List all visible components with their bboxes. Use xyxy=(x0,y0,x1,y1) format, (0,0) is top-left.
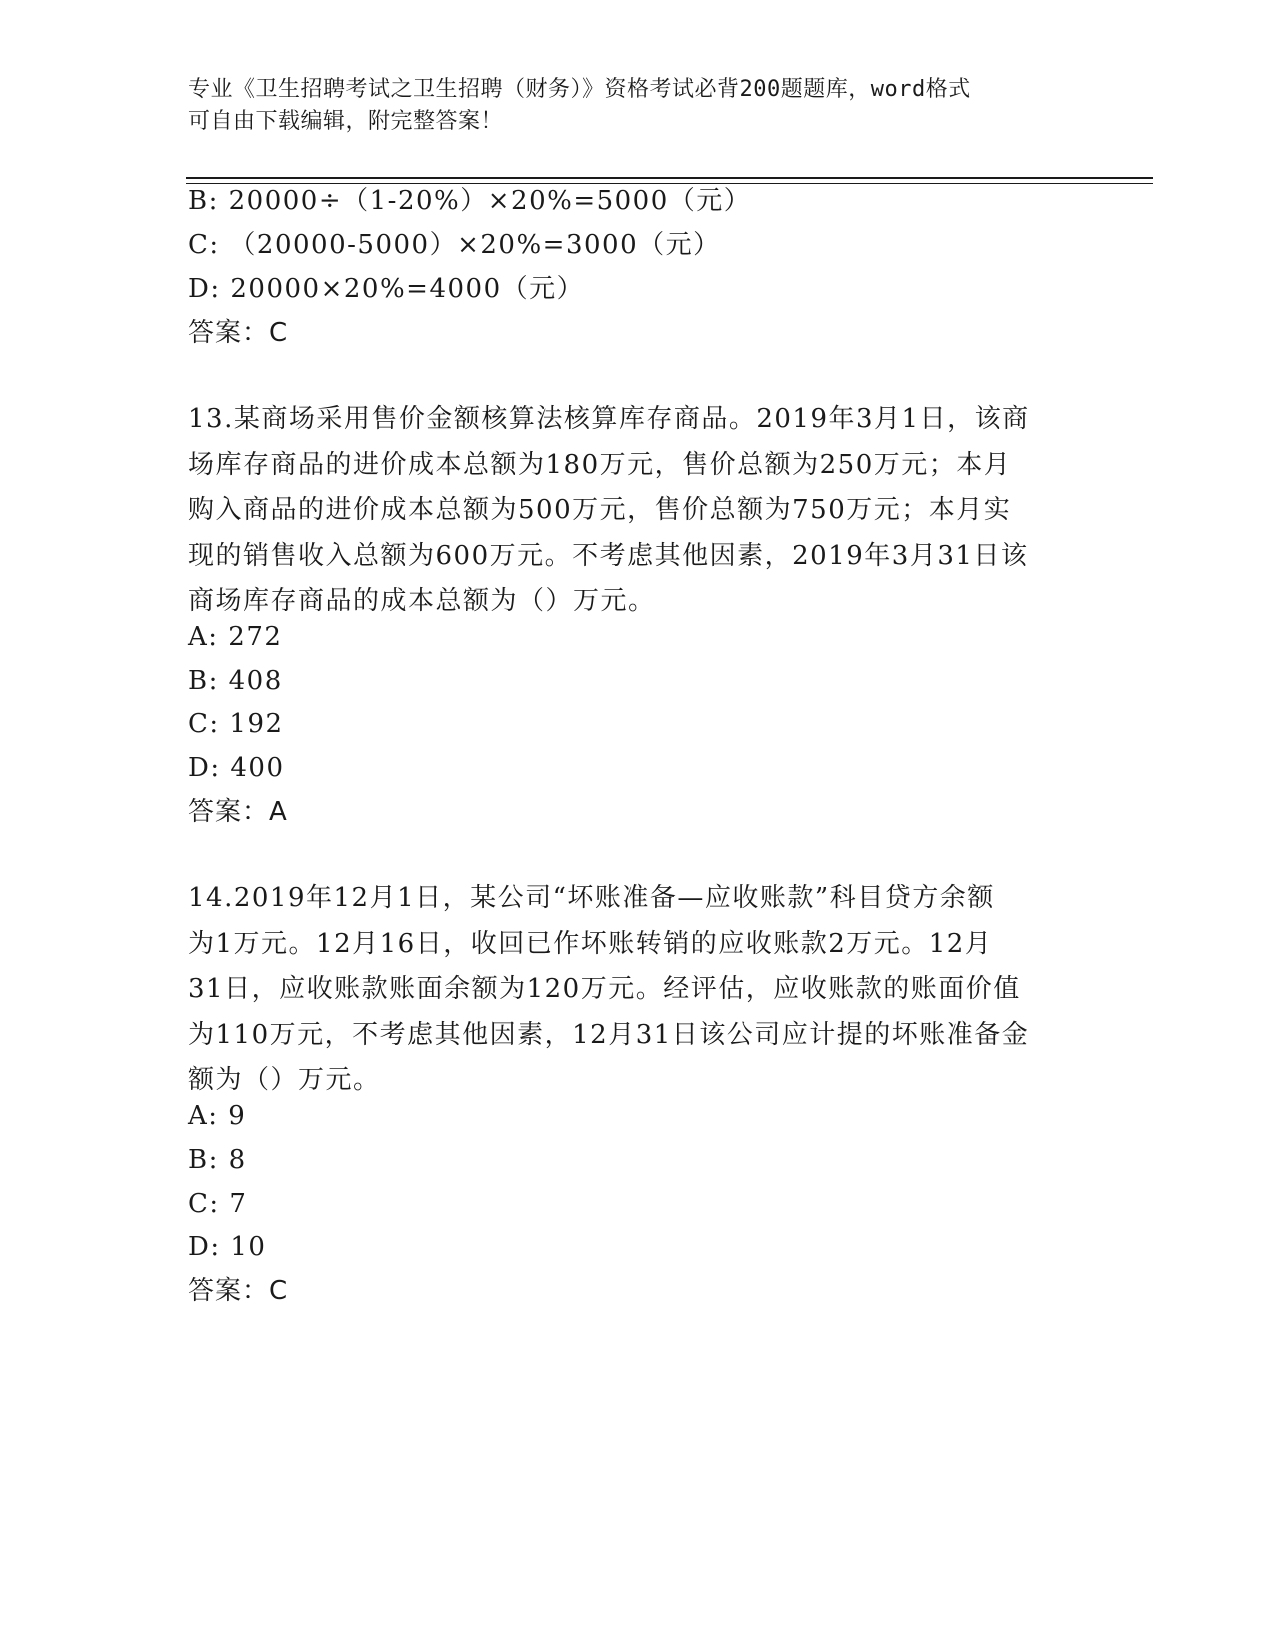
q14-stem-line: 为110万元，不考虑其他因素，12月31日该公司应计提的坏账准备金 xyxy=(188,1019,1030,1050)
header-title-line-1: 专业《卫生招聘考试之卫生招聘（财务）》资格考试必背200题题库，word格式 xyxy=(188,77,971,102)
q14-answer: 答案：C xyxy=(188,1276,289,1306)
q13-stem-line: 13.某商场采用售价金额核算法核算库存商品。2019年3月1日，该商 xyxy=(188,404,1030,434)
document-header xyxy=(188,74,1068,138)
q13-answer: 答案：A xyxy=(188,797,288,827)
q13-option-a: A: 272 xyxy=(188,622,283,652)
q13-stem-line: 场库存商品的进价成本总额为180万元，售价总额为250万元；本月 xyxy=(188,449,1012,480)
q14-stem xyxy=(188,876,1088,1104)
q14-stem-line: 为1万元。12月16日，收回已作坏账转销的应收账款2万元。12月 xyxy=(188,928,993,959)
q12-option-b: B: 20000÷（1-20%）×20%=5000（元） xyxy=(188,186,752,216)
q13-stem-line: 现的销售收入总额为600万元。不考虑其他因素，2019年3月31日该 xyxy=(188,540,1029,571)
q14-stem-line: 31日，应收账款账面余额为120万元。经评估，应收账款的账面价值 xyxy=(188,974,1021,1004)
q12-answer: 答案：C xyxy=(188,318,289,348)
q14-option-a: A: 9 xyxy=(188,1101,247,1131)
q12-option-c: C: （20000-5000）×20%=3000（元） xyxy=(188,230,721,260)
q13-stem-line: 商场库存商品的成本总额为（）万元。 xyxy=(188,586,656,616)
q13-option-c: C: 192 xyxy=(188,709,284,739)
q12-option-d: D: 20000×20%=4000（元） xyxy=(188,274,585,304)
q14-option-b: B: 8 xyxy=(188,1145,247,1175)
q14-stem-line: 额为（）万元。 xyxy=(188,1065,381,1095)
q13-stem xyxy=(188,397,1088,625)
q14-option-d: D: 10 xyxy=(188,1232,267,1262)
q13-stem-line: 购入商品的进价成本总额为500万元，售价总额为750万元；本月实 xyxy=(188,495,1012,525)
header-rule-thick xyxy=(186,177,1153,179)
header-title-line-2: 可自由下载编辑，附完整答案！ xyxy=(188,109,504,134)
q13-option-b: B: 408 xyxy=(188,666,283,696)
q14-stem-line: 14.2019年12月1日，某公司“坏账准备—应收账款”科目贷方余额 xyxy=(188,883,995,913)
q14-option-c: C: 7 xyxy=(188,1189,248,1219)
q13-option-d: D: 400 xyxy=(188,753,285,783)
